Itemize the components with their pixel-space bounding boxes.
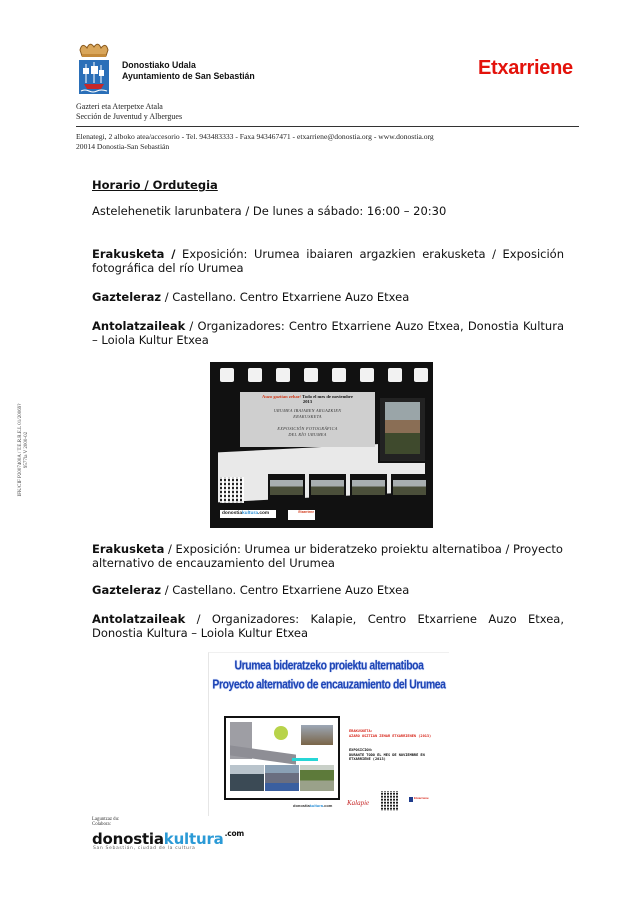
logo-part: kultura bbox=[242, 511, 258, 516]
language-text: / Castellano. Centro Etxarriene Auzo Etxea bbox=[161, 290, 410, 304]
dept-basque: Gazteri eta Aterpetxe Atala bbox=[76, 102, 163, 111]
side-code-line-1: IFK/CIF P2007400A / T.E.R.R.E.L 01/20069? bbox=[18, 403, 23, 497]
river-photo bbox=[300, 765, 334, 791]
poster-photo-exhibition bbox=[210, 362, 433, 528]
side-registration-code bbox=[18, 380, 30, 520]
collab-label-spanish: Colabora: bbox=[92, 822, 111, 828]
dept-spanish: Sección de Juventud y Albergues bbox=[76, 112, 183, 121]
organizers-text: / Organizadores: Kalapie, Centro Etxarriene Auzo Etxea, Donostia Kultura – Loiola Kultur Etxea bbox=[92, 612, 564, 640]
film-hole bbox=[414, 368, 428, 382]
municipal-logo-text: Etxarriene bbox=[414, 796, 429, 800]
film-hole bbox=[248, 368, 262, 382]
poster-header-red: Auzo gaztian zehar/ bbox=[262, 394, 302, 399]
poster-red-text: AZARO OSZTIAN ZEHAR ETXARRIENEN (2013) bbox=[349, 733, 432, 738]
film-frame-image bbox=[393, 480, 426, 495]
poster-title-panel bbox=[240, 392, 375, 447]
inset-photo bbox=[301, 725, 333, 745]
poster-title-basque: Urumea bideratzeko proiektu alternatiboa bbox=[234, 659, 424, 674]
header-divider bbox=[76, 126, 579, 127]
crest-icon bbox=[409, 797, 413, 802]
org-name-spanish: Ayuntamiento de San Sebastián bbox=[122, 71, 255, 82]
organization-name bbox=[122, 60, 255, 82]
event-2-exhibition bbox=[92, 543, 564, 570]
logo-part: donostia bbox=[222, 511, 242, 516]
organizers-text: / Organizadores: Centro Etxarriene Auzo Etxea, Donostia Kultura – Loiola Kultur Etxea bbox=[92, 319, 564, 347]
poster-line: DEL RÍO URUMEA bbox=[288, 432, 327, 437]
collaborator-label bbox=[92, 817, 119, 828]
tree-icon bbox=[274, 726, 288, 740]
language-label: Gazteleraz bbox=[92, 583, 162, 597]
poster-dates-basque bbox=[349, 729, 444, 738]
schedule-text: Astelehenetik larunbatera / De lunes a sábado: 16:00 – 20:30 bbox=[92, 204, 447, 218]
exhibition-label: Erakusketa / bbox=[92, 247, 176, 261]
poster-black-text: DURANTE TODO EL MES DE NOVIEMBRE EN ETXARRIENE (2013) bbox=[349, 752, 425, 762]
river-photo bbox=[265, 765, 299, 791]
donostiakultura-logo bbox=[293, 803, 332, 808]
film-frame-image bbox=[270, 480, 303, 495]
logo-part: .com bbox=[258, 511, 270, 516]
etxarriene-logo: Etxarriene bbox=[288, 510, 315, 520]
schedule-title: Horario / Ordutegia bbox=[92, 178, 218, 192]
department bbox=[76, 102, 182, 122]
collab-label-basque: Laguntzaz du: bbox=[92, 817, 120, 822]
ground-shape bbox=[230, 745, 296, 764]
film-frame bbox=[309, 474, 346, 501]
brand-logo-text: Etxarriene bbox=[478, 57, 573, 79]
organizers-label: Antolatzaileak bbox=[92, 612, 186, 626]
film-frame bbox=[391, 474, 428, 501]
city-crest-ship-icon bbox=[74, 40, 114, 96]
project-diagram bbox=[224, 716, 340, 800]
poster-header bbox=[240, 394, 375, 404]
poster-year: 2013 bbox=[302, 399, 313, 404]
film-hole bbox=[220, 368, 234, 382]
logo-part: kultura bbox=[163, 830, 224, 848]
film-hole bbox=[332, 368, 346, 382]
logo-part: .com bbox=[323, 803, 333, 808]
donostiakultura-logo bbox=[220, 510, 276, 518]
logo-part: donostia bbox=[92, 830, 164, 848]
poster-line: EXPOSICIÓN FOTOGRÁFICA bbox=[277, 426, 338, 431]
poster-line: ERAKUSKETA bbox=[293, 414, 322, 419]
poster-sponsor-logos bbox=[269, 791, 444, 813]
event-1-language bbox=[92, 291, 564, 305]
logo-part: kultura bbox=[309, 803, 324, 808]
water-shape bbox=[292, 758, 318, 761]
exhibition-label: Erakusketa bbox=[92, 542, 165, 556]
event-1-exhibition bbox=[92, 248, 564, 275]
house-photo bbox=[378, 396, 427, 463]
org-name-basque: Donostiako Udala bbox=[122, 60, 196, 71]
film-hole bbox=[360, 368, 374, 382]
footer-tagline: San Sebastián, ciudad de la cultura bbox=[93, 846, 196, 851]
film-frame bbox=[350, 474, 387, 501]
film-frame-image bbox=[352, 480, 385, 495]
logo-part: .com bbox=[224, 829, 245, 838]
event-2-language bbox=[92, 584, 564, 598]
poster-river-project bbox=[208, 652, 449, 816]
film-frame bbox=[268, 474, 305, 501]
film-frame-image bbox=[311, 480, 344, 495]
poster-red-label: ERAKUSKETA: bbox=[349, 729, 373, 733]
film-hole bbox=[304, 368, 318, 382]
address-line-1: Elenategi, 2 alboko atea/accesorio - Tel. 943483333 - Faxa 943467471 - etxarriene@donostia.org - www.donostia.org bbox=[76, 132, 434, 141]
poster-title-spanish: Proyecto alternativo de encauzamiento del Urumea bbox=[212, 678, 446, 693]
logo-part: donostia bbox=[293, 803, 310, 808]
film-hole bbox=[388, 368, 402, 382]
poster-black-label: EXPOSICION: bbox=[349, 748, 373, 752]
municipal-logo bbox=[409, 797, 439, 809]
poster-dates-spanish bbox=[349, 748, 444, 762]
address bbox=[76, 132, 434, 151]
film-hole bbox=[276, 368, 290, 382]
language-label: Gazteleraz bbox=[92, 290, 162, 304]
river-photos bbox=[230, 765, 334, 791]
exhibition-text: / Exposición: Urumea ur bideratzeko proiektu alternatiboa / Proyecto alternativo de encauzamiento del Urumea bbox=[92, 542, 563, 570]
river-photo bbox=[230, 765, 264, 791]
event-2-organizers bbox=[92, 613, 564, 640]
poster-header-black: Todo el mes de noviembre bbox=[302, 394, 353, 399]
poster-line: URUMEA IBAIAREN ARGAZKIEN bbox=[273, 408, 342, 413]
kalapie-logo: Kalapie bbox=[347, 799, 370, 807]
language-text: / Castellano. Centro Etxarriene Auzo Etxea bbox=[161, 583, 410, 597]
address-line-2: 20014 Donostia-San Sebastián bbox=[76, 141, 170, 151]
event-1-organizers bbox=[92, 320, 564, 347]
side-code-line-2: 9577la V 2000-02 bbox=[24, 431, 29, 469]
exhibition-text: Exposición: Urumea ibaiaren argazkien erakusketa / Exposición fotográfica del río Urumea bbox=[92, 247, 564, 275]
qr-code-icon bbox=[381, 791, 399, 811]
organizers-label: Antolatzaileak bbox=[92, 319, 186, 333]
qr-code-icon bbox=[220, 477, 244, 503]
house-photo-image bbox=[385, 402, 420, 454]
